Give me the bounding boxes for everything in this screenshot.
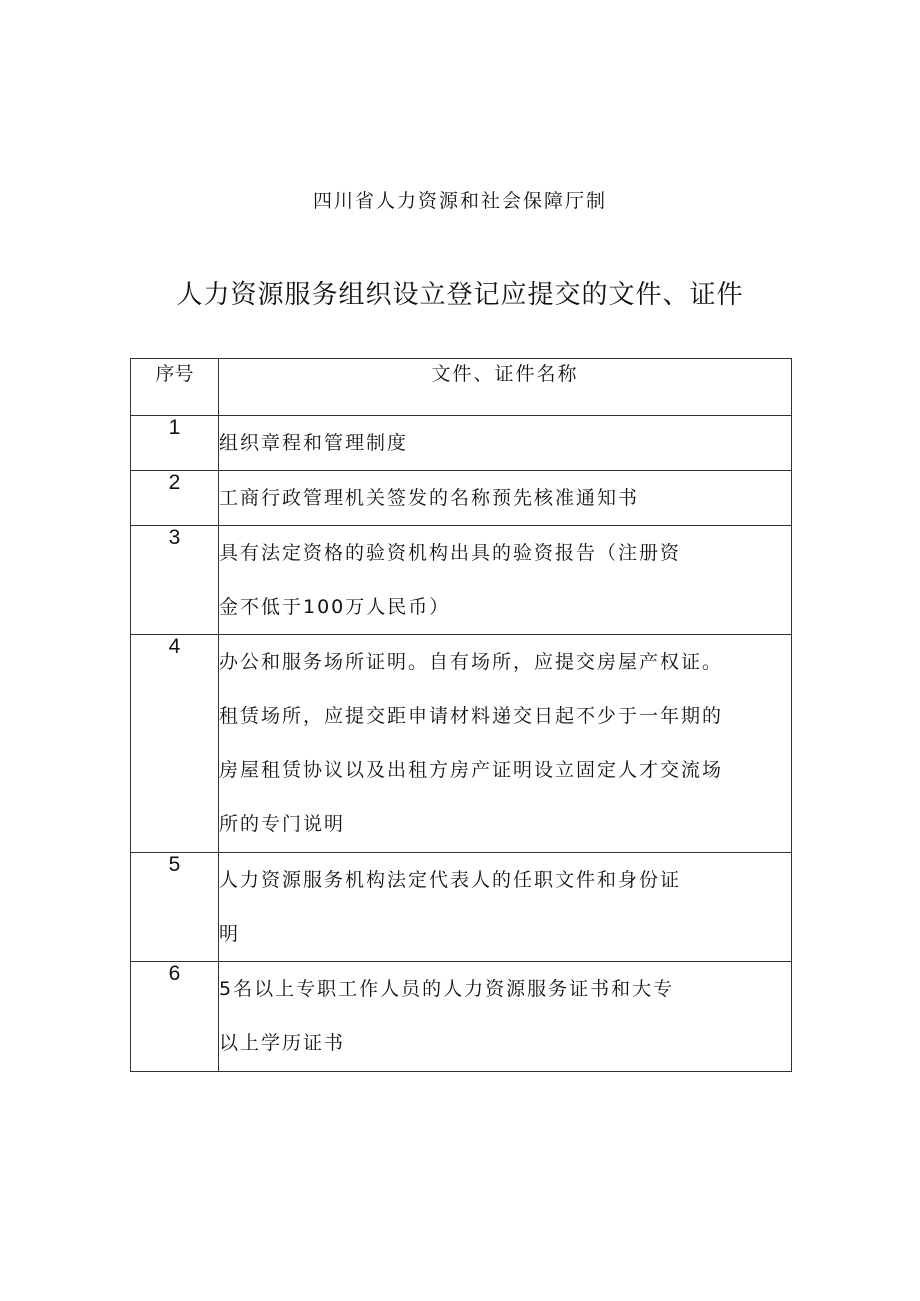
row-document-name	[219, 471, 792, 526]
row-document-name	[219, 962, 792, 1072]
table-row	[131, 635, 792, 853]
table-row	[131, 471, 792, 526]
row-serial-number: 6	[131, 962, 219, 1072]
header-document-name: 文件、证件名称	[219, 359, 792, 416]
document-name-text: 工商行政管理机关签发的名称预先核准通知书	[219, 487, 640, 509]
row-document-name	[219, 635, 792, 853]
row-serial-number: 2	[131, 471, 219, 526]
row-document-name	[219, 526, 792, 635]
document-name-text: 5名以上专职工作人员的人力资源服务证书和大专 以上学历证书	[219, 978, 675, 1054]
documents-table	[130, 358, 792, 1072]
header-serial-number: 序号	[131, 359, 219, 416]
table-row	[131, 853, 792, 962]
table-row	[131, 526, 792, 635]
table-row	[131, 416, 792, 471]
document-title: 人力资源服务组织设立登记应提交的文件、证件	[176, 280, 744, 310]
row-serial-number: 3	[131, 526, 219, 635]
row-serial-number: 4	[131, 635, 219, 853]
table-row	[131, 962, 792, 1072]
document-name-text: 人力资源服务机构法定代表人的任职文件和身份证 明	[219, 869, 682, 945]
row-document-name	[219, 416, 792, 471]
table-header-row	[131, 359, 792, 416]
row-serial-number: 5	[131, 853, 219, 962]
document-name-text: 办公和服务场所证明。自有场所，应提交房屋产权证。 租赁场所，应提交距申请材料递交日起不少于一年期的 房屋租赁协议以及出租方房产证明设立固定人才交流场 所的专门说明	[219, 651, 724, 835]
document-name-text: 具有法定资格的验资机构出具的验资报告（注册资 金不低于100万人民币）	[219, 542, 682, 618]
row-serial-number: 1	[131, 416, 219, 471]
document-name-text: 组织章程和管理制度	[219, 432, 409, 454]
row-document-name	[219, 853, 792, 962]
issuer-line: 四川省人力资源和社会保障厅制	[312, 190, 607, 212]
